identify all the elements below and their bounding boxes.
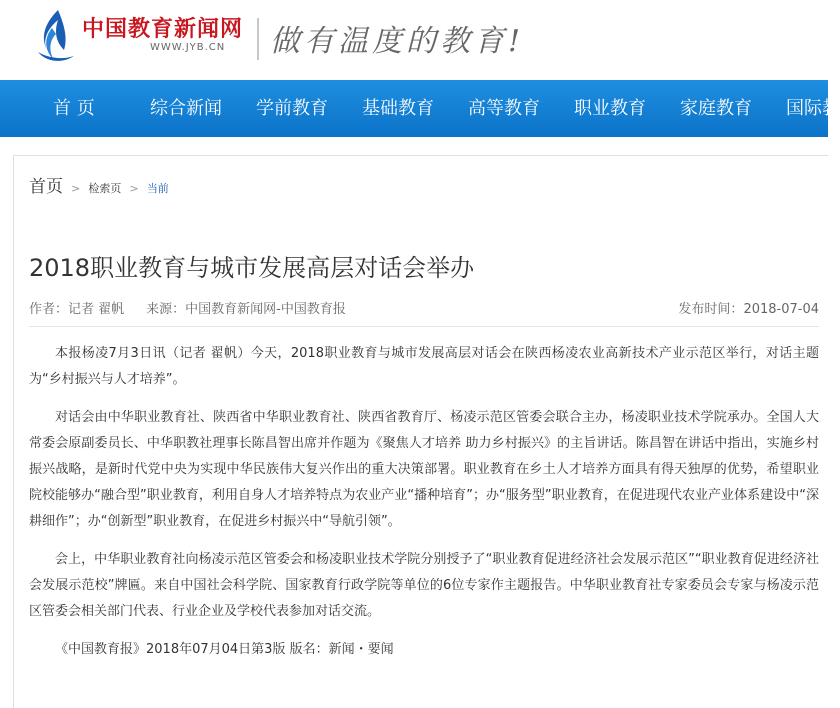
author-label: 作者： (29, 302, 69, 317)
article-title: 2018职业教育与城市发展高层对话会举办 (29, 254, 475, 282)
slogan: 做有温度的教育! (270, 24, 525, 59)
chevron-right-icon: > (71, 182, 81, 195)
article-meta (29, 298, 819, 318)
nav-item-general-news[interactable]: 综合新闻 (150, 98, 222, 119)
site-name[interactable]: 中国教育新闻网 (82, 17, 244, 42)
site-url: WWW.JYB.CN (150, 42, 226, 53)
source-label: 来源： (146, 302, 186, 317)
chevron-right-icon: > (129, 182, 139, 195)
article-byline (29, 298, 346, 317)
author-name: 记者 翟帆 (68, 302, 125, 317)
source-name: 中国教育新闻网-中国教育报 (185, 302, 346, 317)
nav-item-international[interactable]: 国际教 (786, 98, 840, 119)
site-header (0, 0, 828, 80)
breadcrumb-current[interactable]: 当前 (146, 182, 169, 195)
breadcrumb (29, 172, 169, 197)
article-container (13, 155, 828, 708)
flame-logo-icon[interactable] (34, 8, 78, 64)
logo-divider (257, 18, 259, 60)
article-source-note: 《中国教育报》2018年07月04日第3版 版名：新闻・要闻 (55, 642, 394, 657)
publish-date (678, 298, 819, 317)
nav-item-home[interactable]: 首 页 (53, 98, 95, 119)
main-nav (0, 80, 840, 137)
nav-item-vocational[interactable]: 职业教育 (574, 98, 646, 119)
meta-divider (29, 326, 819, 327)
nav-item-higher-education[interactable]: 高等教育 (468, 98, 540, 119)
nav-item-family[interactable]: 家庭教育 (680, 98, 752, 119)
article-paragraph: 本报杨凌7月3日讯（记者 翟帆）今天，2018职业教育与城市发展高层对话会在陕西杨凌农业高新技术产业示范区举行，对话主题为“乡村振兴与人才培养”。 (29, 346, 819, 387)
date-value: 2018-07-04 (743, 302, 819, 317)
date-label: 发布时间： (678, 302, 744, 317)
nav-item-preschool[interactable]: 学前教育 (256, 98, 328, 119)
article-paragraph: 会上，中华职业教育社向杨凌示范区管委会和杨凌职业技术学院分别授予了“职业教育促进经济社会发展示范区”“职业教育促进经济社会发展示范校”牌匾。来自中国社会科学院、国家教育行政学院等单位的6位专家作主题报告。中华职业教育社专家委员会专家与杨凌示范区管委会相关部门代表、行业企业及学校代表参加对话交流。 (29, 552, 819, 619)
breadcrumb-home[interactable]: 首页 (29, 177, 63, 197)
nav-item-basic-education[interactable]: 基础教育 (362, 98, 434, 119)
article-body (29, 341, 819, 675)
breadcrumb-search[interactable]: 检索页 (88, 182, 122, 195)
article-paragraph: 对话会由中华职业教育社、陕西省中华职业教育社、陕西省教育厅、杨凌示范区管委会联合主办，杨凌职业技术学院承办。全国人大常委会原副委员长、中华职教社理事长陈昌智出席并作题为《聚焦人才培养 助力乡村振兴》的主旨讲话。陈昌智在讲话中指出，实施乡村振兴战略，是新时代党中央为实现中华民族伟大复兴作出的重大决策部署。职业教育在乡土人才培养方面具有得天独厚的优势，希望职业院校能够办“融合型”职业教育，利用自身人才培养特点为农业产业“播种培育”；办“服务型”职业教育，在促进现代农业产业体系建设中“深耕细作”；办“创新型”职业教育，在促进乡村振兴中“导航引领”。 (29, 410, 819, 529)
